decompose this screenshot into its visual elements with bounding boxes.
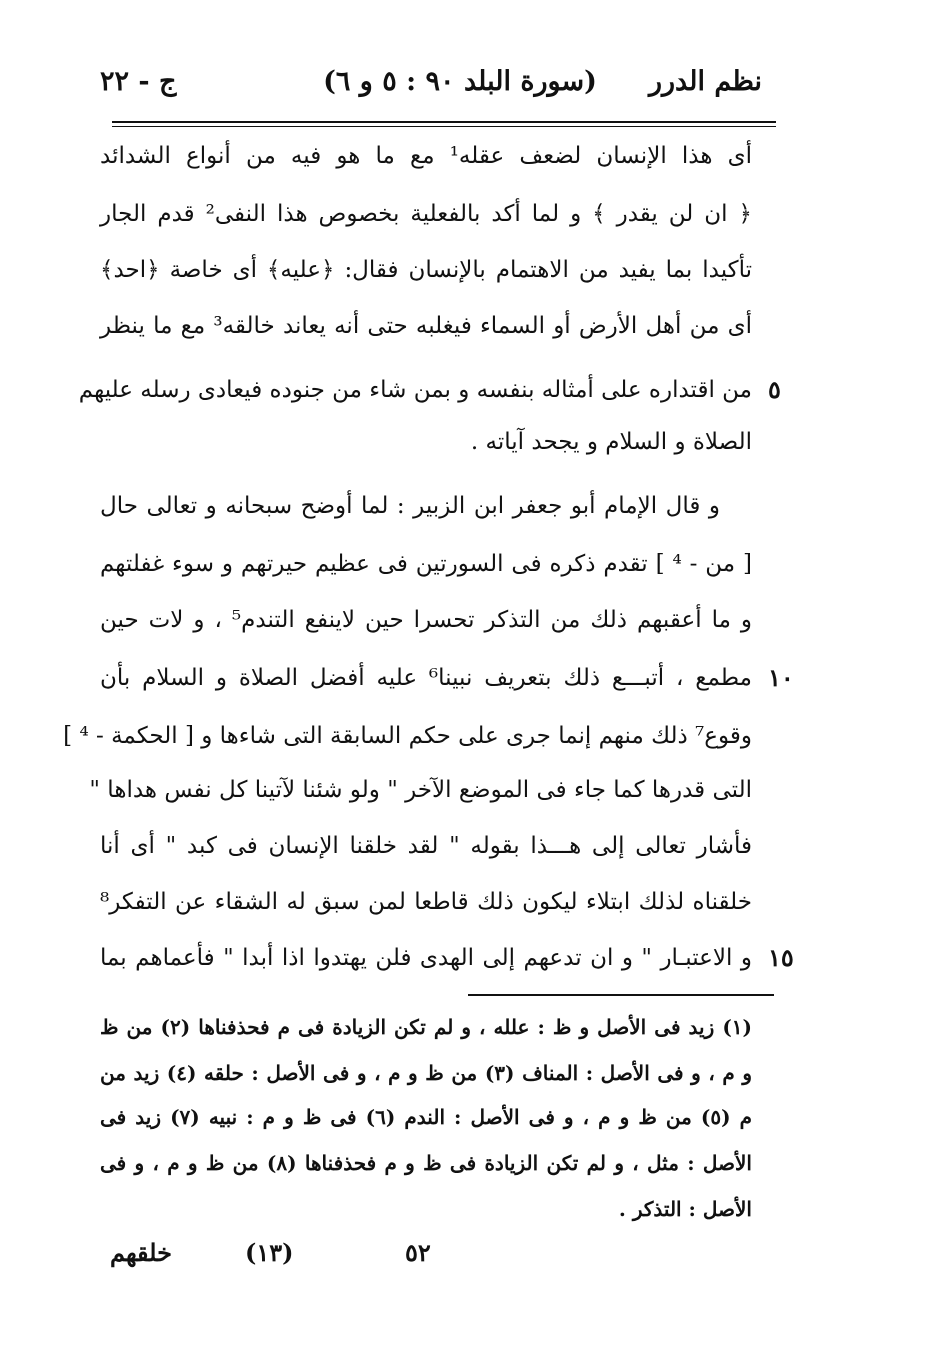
text-line: فأشار تعالى إلى هـــذا بقوله " لقد خلقنا الإنسان فى كبد " أى أنا (100, 833, 752, 859)
text-line: وقوع⁷ ذلك منهم إنما جرى على حكم السابقة التى شاءها و [ الحكمة - ⁴ ] (63, 723, 752, 749)
header-rule-thin (112, 126, 776, 127)
footnote-rule (468, 994, 774, 996)
text-line: خلقناه لذلك ابتلاء ليكون ذلك قاطعا لمن سبق له الشقاء عن التفكر⁸ (100, 889, 752, 915)
footnote-line: (١) زيد فى الأصل و ظ : علله ، و لم تكن الزيادة فى م فحذفناها (٢) من ظ (100, 1015, 752, 1039)
text-line: تأكيدا بما يفيد من الاهتمام بالإنسان فقال: ﴿عليه﴾ أى خاصة ﴿احد﴾ (100, 257, 752, 283)
book-title: نظم الدرر (648, 66, 762, 97)
page-number: ٥٢ (405, 1238, 431, 1267)
sub-page-number: (١٣) (245, 1238, 294, 1267)
surah-reference: (سورة البلد ٩٠ : ٥ و ٦) (323, 66, 597, 97)
footnote-line: الأصل : التذكر . (618, 1197, 752, 1221)
text-line: الصلاة و السلام و يجحد آياته . (470, 429, 752, 455)
text-line: مطمع ، أتبـــع ذلك بتعريف نبينا⁶ عليه أفضل الصلاة و السلام بأن (100, 665, 752, 691)
text-line: [ من - ⁴ ] تقدم ذكره فى السورتين فى عظيم حيرتهم و سوء غفلتهم (100, 551, 752, 577)
footnote-line: الأصل : مثل ، و لم تكن الزيادة فى ظ و م فحذفناها (٨) من ظ و م ، و فى (100, 1151, 752, 1175)
text-line: ﴿ ان لن يقدر ﴾ و لما أكد بالفعلية بخصوص هذا النفى² قدم الجار (100, 201, 753, 227)
text-line: و ما أعقبهم ذلك من التذكر تحسرا حين لاينفع التندم⁵ ، و لات حين (100, 607, 752, 633)
header-rule (112, 121, 776, 123)
footnote-line: م (٥) من ظ و م ، و فى الأصل : الندم (٦) فى ظ و م : نبيه (٧) زيد فى (100, 1105, 752, 1129)
volume-number: ج - ٢٢ (100, 66, 177, 97)
text-line: أى من أهل الأرض أو السماء فيغلبه حتى أنه يعاند خالقه³ مع ما ينظر (100, 313, 752, 339)
line-number: ١٠ (768, 663, 794, 692)
catchword: خلقهم (110, 1238, 172, 1267)
text-line: و الاعتبـار " و ان تدعهم إلى الهدى فلن يهتدوا اذا أبدا " فأعماهم بما (100, 945, 752, 971)
text-line: من اقتداره على أمثاله بنفسه و بمن شاء من جنوده فيعادى رسله عليهم (78, 377, 752, 403)
line-number: ١٥ (768, 943, 794, 972)
text-line: أى هذا الإنسان لضعف عقله¹ مع ما هو فيه من أنواع الشدائد (100, 143, 752, 169)
text-line: و قال الإمام أبو جعفر ابن الزبير : لما أوضح سبحانه و تعالى حال (100, 493, 720, 519)
text-line: التى قدرها كما جاء فى الموضع الآخر " ولو شئنا لآتينا كل نفس هداها " (89, 777, 752, 803)
footnote-line: و م ، و فى الأصل : المناف (٣) من ظ و م ، و فى الأصل : حلقه (٤) زيد من (100, 1061, 752, 1085)
line-number: ٥ (768, 375, 781, 404)
